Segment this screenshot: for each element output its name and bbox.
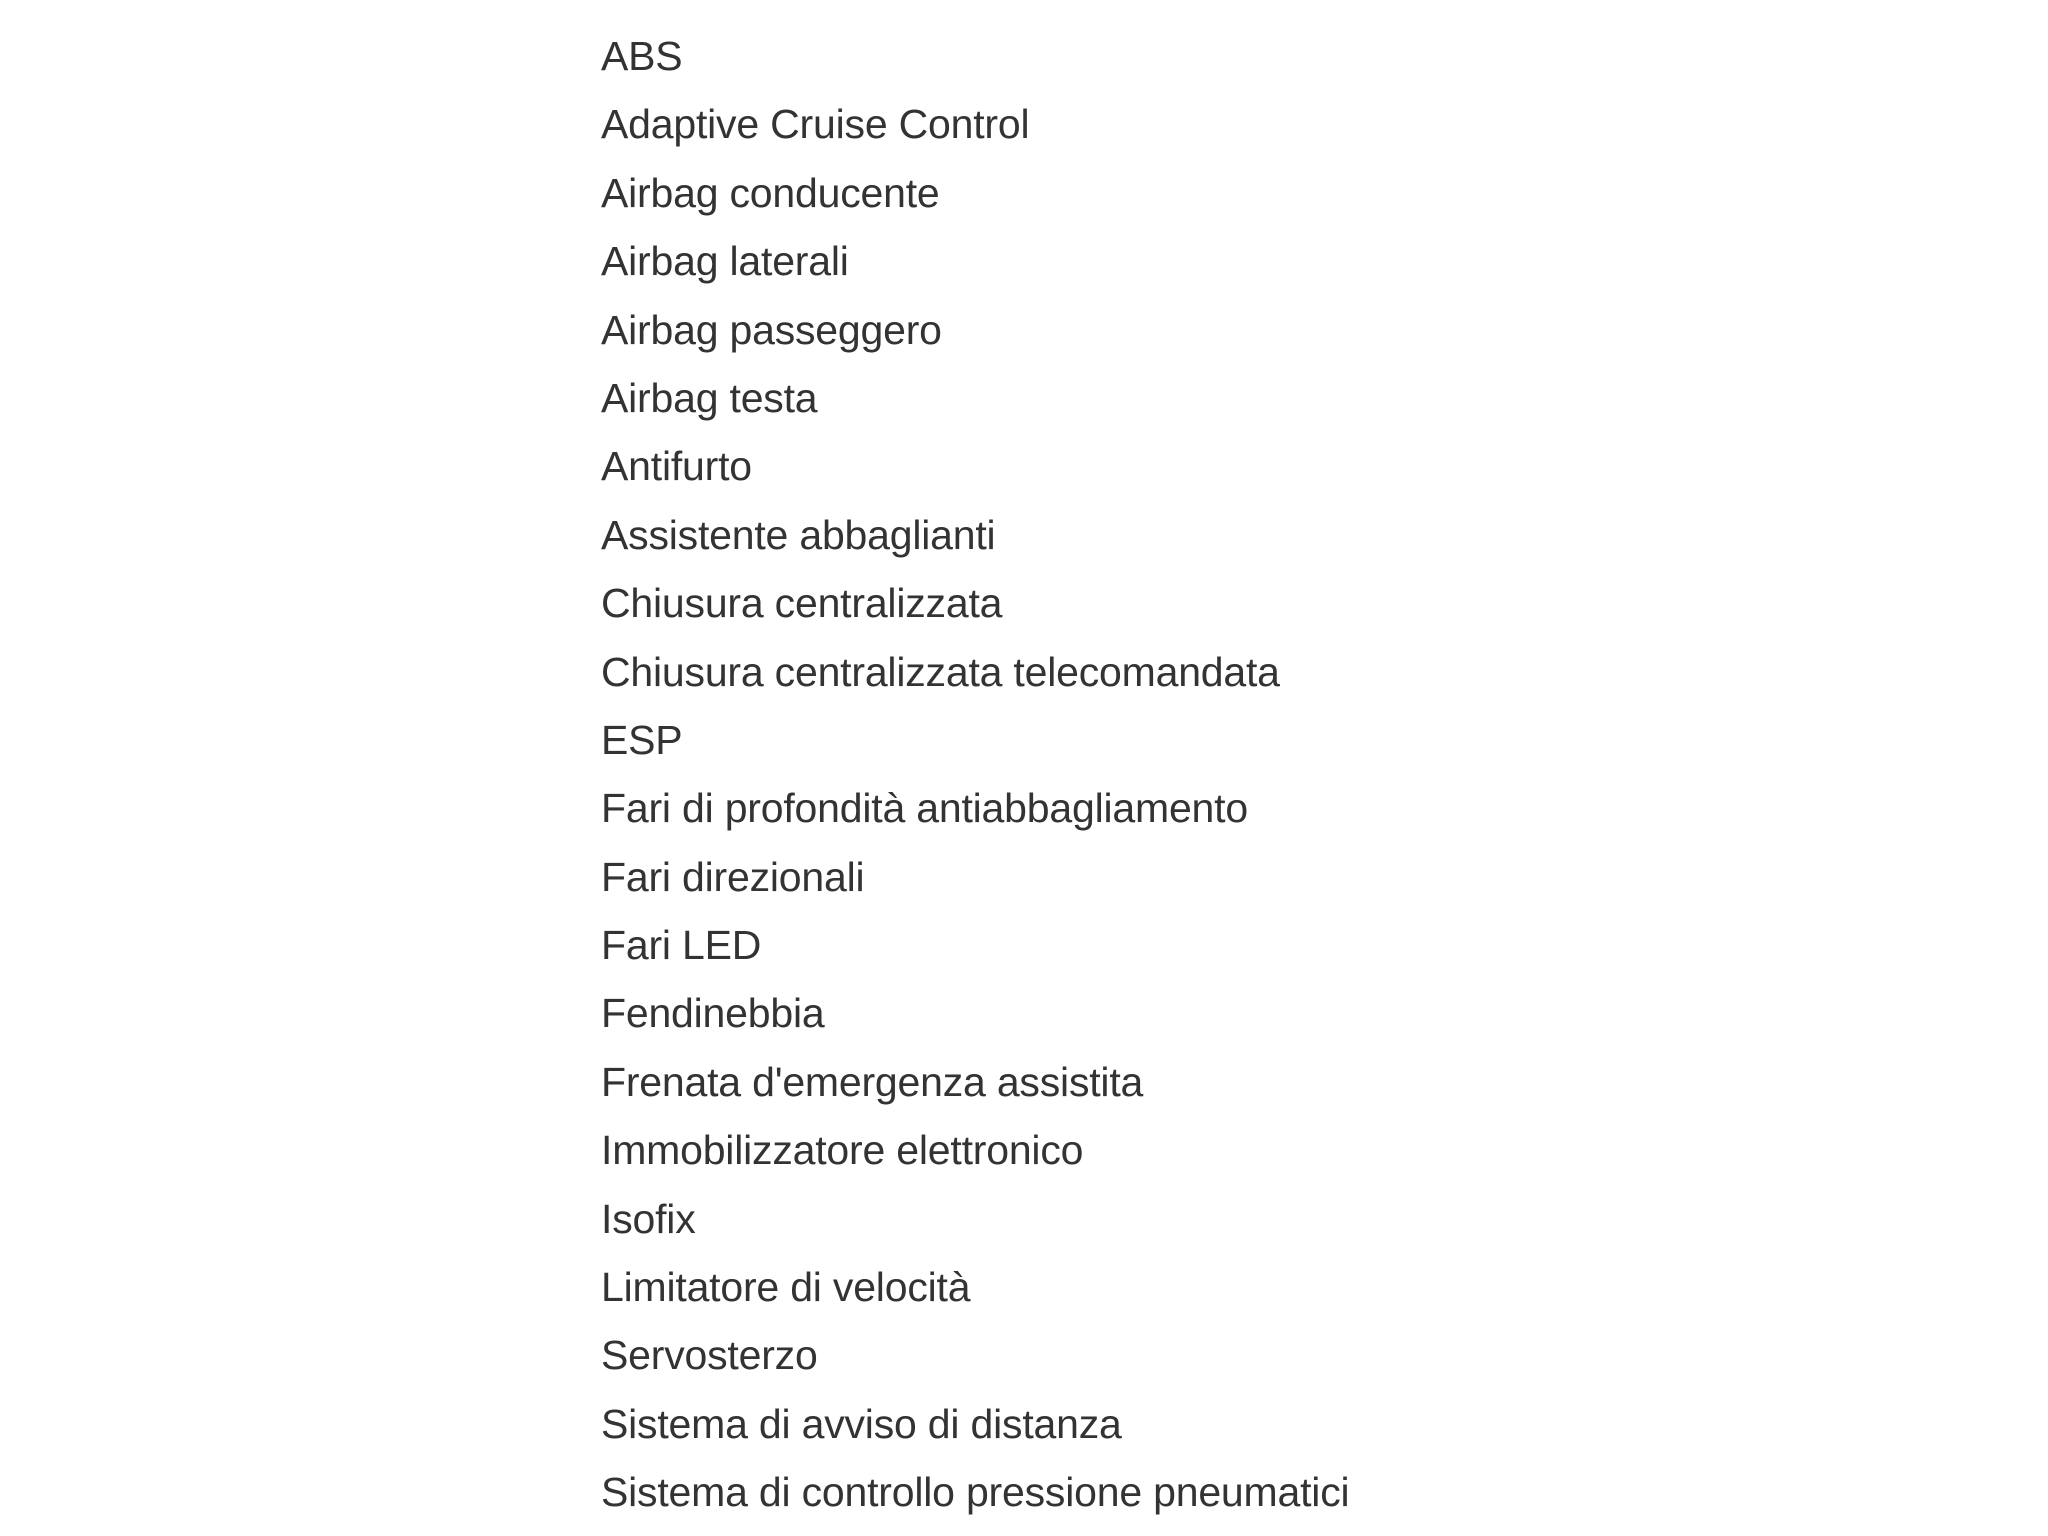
feature-airbag-passeggero: Airbag passeggero: [601, 306, 942, 353]
feature-airbag-conducente: Airbag conducente: [601, 169, 940, 216]
feature-frenata-emergenza-assistita: Frenata d'emergenza assistita: [601, 1058, 1144, 1105]
feature-antifurto: Antifurto: [601, 443, 752, 490]
feature-fendinebbia: Fendinebbia: [601, 990, 825, 1037]
feature-controllo-pressione-pneumatici: Sistema di controllo pressione pneumatici: [601, 1469, 1350, 1516]
feature-adaptive-cruise-control: Adaptive Cruise Control: [601, 101, 1030, 148]
feature-servosterzo: Servosterzo: [601, 1332, 818, 1379]
feature-abs: ABS: [601, 33, 683, 79]
feature-isofix: Isofix: [601, 1195, 696, 1242]
feature-fari-led: Fari LED: [601, 922, 762, 969]
feature-avviso-distanza: Sistema di avviso di distanza: [601, 1400, 1122, 1447]
feature-airbag-laterali: Airbag laterali: [601, 238, 849, 285]
feature-fari-profondita-antiabbagliamento: Fari di profondità antiabbagliamento: [601, 785, 1248, 832]
feature-chiusura-centralizzata-telecomandata: Chiusura centralizzata telecomandata: [601, 648, 1280, 695]
feature-chiusura-centralizzata: Chiusura centralizzata: [601, 580, 1003, 627]
safety-features-list: [601, 22, 1349, 1527]
feature-esp: ESP: [601, 716, 683, 763]
feature-fari-direzionali: Fari direzionali: [601, 853, 865, 900]
feature-limitatore-velocita: Limitatore di velocità: [601, 1264, 971, 1311]
feature-assistente-abbaglianti: Assistente abbaglianti: [601, 511, 996, 558]
feature-immobilizzatore-elettronico: Immobilizzatore elettronico: [601, 1127, 1084, 1174]
feature-airbag-testa: Airbag testa: [601, 374, 818, 421]
